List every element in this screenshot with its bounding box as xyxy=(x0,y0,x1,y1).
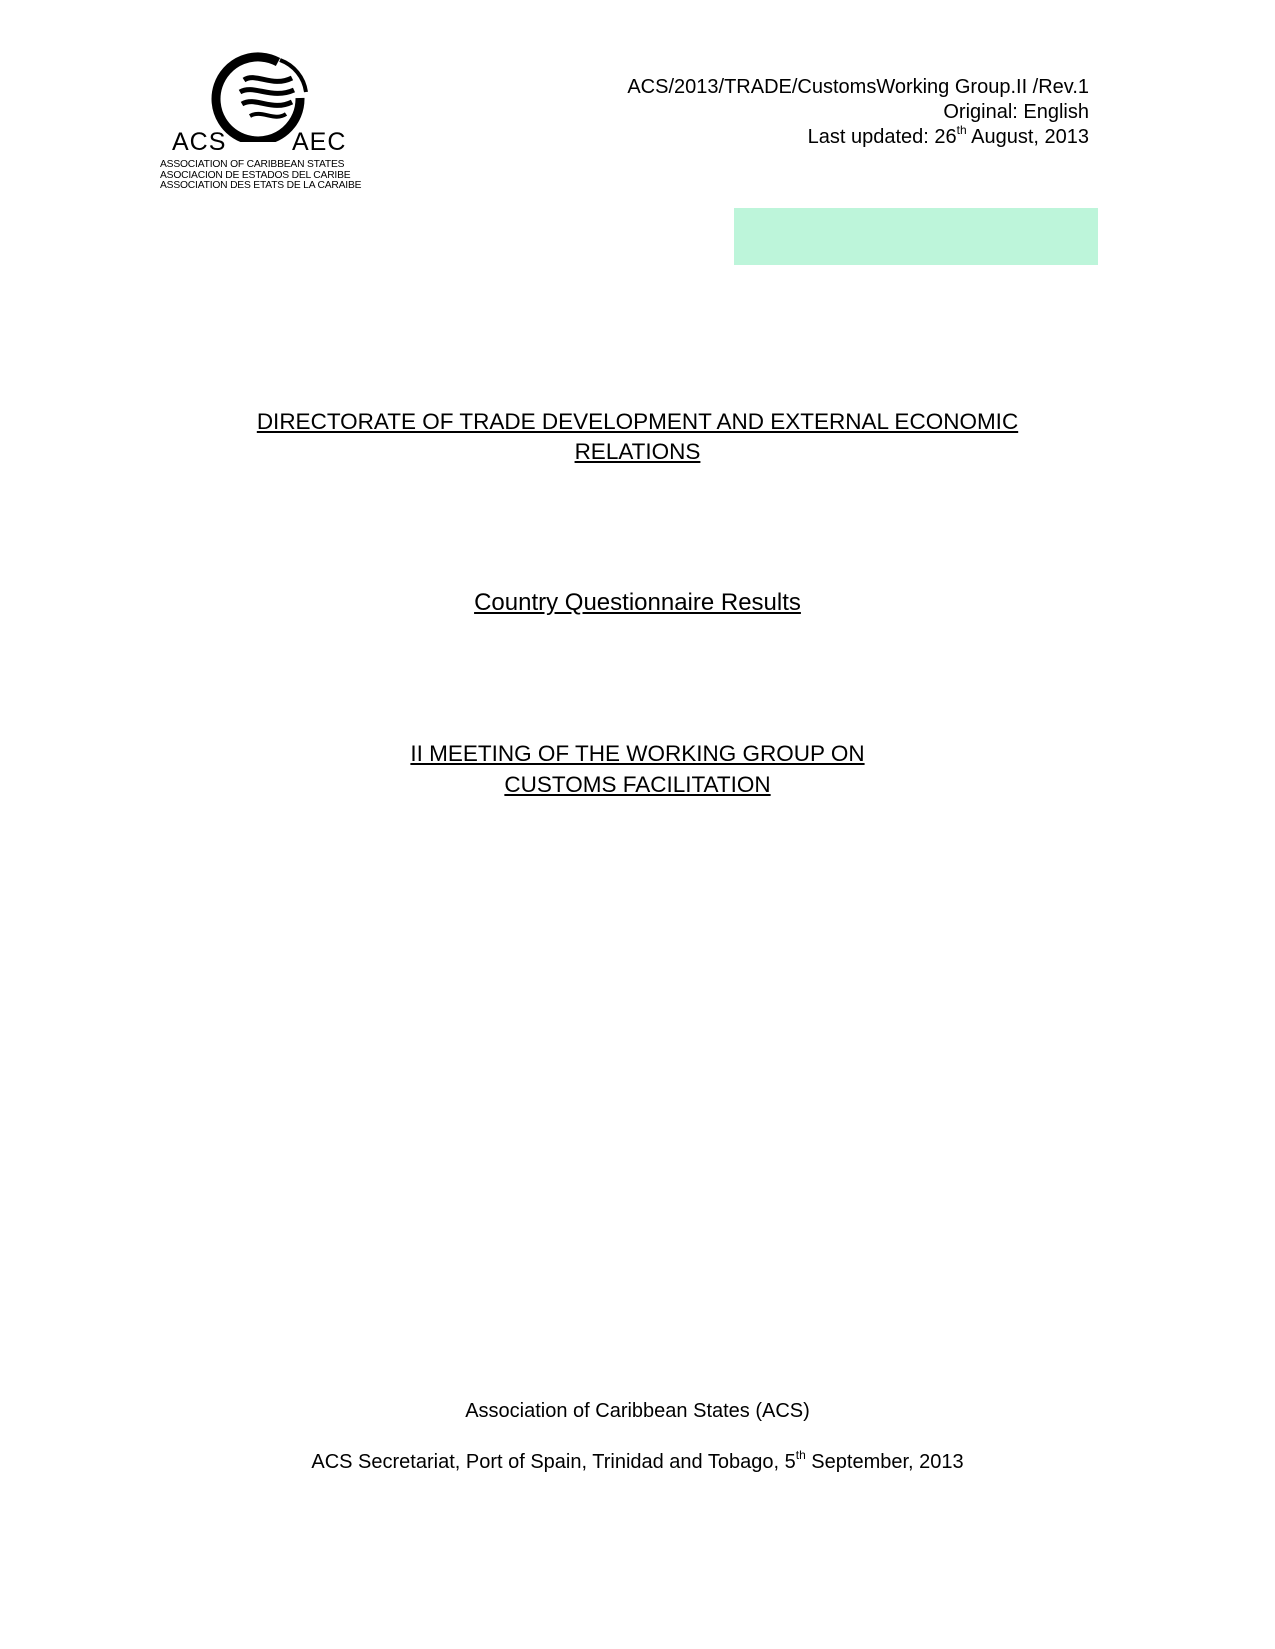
footer-organization: Association of Caribbean States (ACS) xyxy=(465,1400,810,1422)
footer-location-ordinal: th xyxy=(795,1448,806,1462)
logo-acs-text: ACS xyxy=(172,128,227,156)
highlight-box xyxy=(734,208,1098,265)
meeting-title-line-1: II MEETING OF THE WORKING GROUP ON xyxy=(410,741,865,766)
last-updated-suffix: August, 2013 xyxy=(966,126,1089,148)
last-updated xyxy=(389,125,1089,150)
footer-location-prefix: ACS Secretariat, Port of Spain, Trinidad and Tobago, 5 xyxy=(311,1451,796,1473)
logo-aec-text: AEC xyxy=(292,128,347,156)
document-code: ACS/2013/TRADE/CustomsWorking Group.II /Rev.1 xyxy=(627,76,1089,98)
footer-location-suffix: September, 2013 xyxy=(805,1451,964,1473)
questionnaire-title: Country Questionnaire Results xyxy=(474,589,801,616)
logo-name-spanish: ASOCIACION DE ESTADOS DEL CARIBE xyxy=(160,168,351,181)
logo-name-english: ASSOCIATION OF CARIBBEAN STATES xyxy=(160,158,345,170)
acs-aec-logo xyxy=(160,52,370,197)
original-language: Original: English xyxy=(943,101,1089,123)
directorate-title-line-1: DIRECTORATE OF TRADE DEVELOPMENT AND EXTERNAL ECONOMIC xyxy=(256,409,1019,434)
meeting-title xyxy=(0,738,1275,800)
directorate-title xyxy=(0,407,1275,467)
document-reference-block xyxy=(389,75,1089,150)
last-updated-prefix: Last updated: 26 xyxy=(807,126,957,148)
logo-name-french: ASSOCIATION DES ETATS DE LA CARAIBE xyxy=(160,179,362,191)
last-updated-ordinal: th xyxy=(956,123,967,137)
meeting-title-line-2: CUSTOMS FACILITATION xyxy=(504,772,771,797)
directorate-title-line-2: RELATIONS xyxy=(574,439,701,464)
logo-organization-names xyxy=(160,159,361,191)
footer-location-date xyxy=(0,1448,1275,1474)
